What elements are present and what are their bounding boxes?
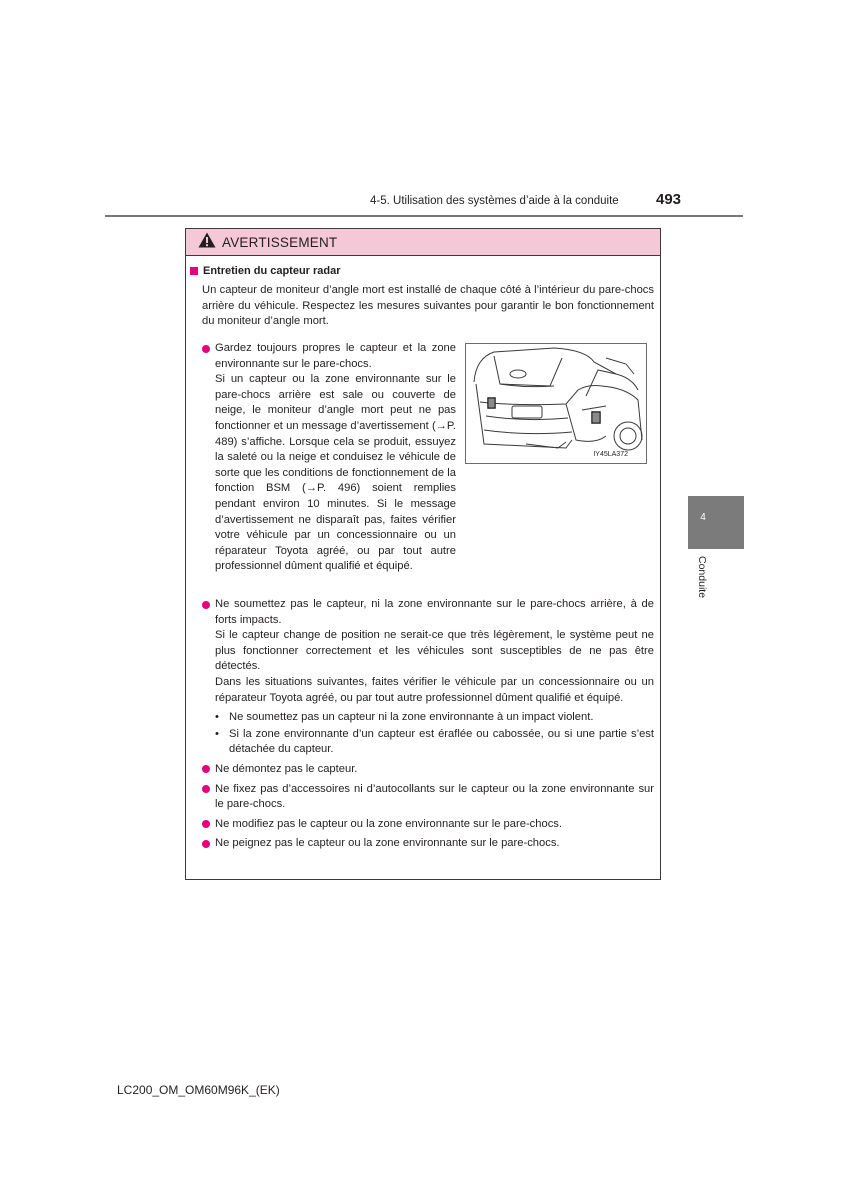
chapter-tab [688,496,744,549]
bullet-list-rest [202,597,654,856]
sub-list-item: • Si la zone environnante d’un capteur est éraflée ou cabossée, ou si une partie s’est détachée du capteur. [215,727,654,756]
bullet-keep-clean [202,341,456,579]
bullet-dot-icon [202,345,210,353]
bullet-dot-icon [202,785,210,793]
square-bullet-icon [190,267,198,275]
bullet-dot-icon [202,765,210,773]
warning-box [185,228,661,880]
bullet-dot-icon [202,840,210,848]
section-heading [190,265,341,277]
small-bullet-icon: • [215,727,219,740]
warning-header [186,229,660,256]
bullet-body: Si le capteur change de position ne serait-ce que très légèrement, le système peut ne plus fonctionner correctement et les véhicules sont susceptibles de ne pas être détectés. [215,629,654,673]
bullet-lead: Gardez toujours propres le capteur et la zone environnante sur le pare-chocs. [215,342,456,370]
list-item: Ne fixez pas d’accessoires ni d’autocollants sur le capteur ou la zone environnante sur le pare-chocs. [202,782,654,813]
list-item: Ne modifiez pas le capteur ou la zone environnante sur le pare-chocs. [202,817,654,833]
document-code: LC200_OM_OM60M96K_(EK) [117,1083,280,1097]
list-item: Ne peignez pas le capteur ou la zone environnante sur le pare-chocs. [202,836,654,852]
warning-triangle-icon [198,232,216,253]
list-item: Ne démontez pas le capteur. [202,762,654,778]
bullet-dot-icon [202,601,210,609]
sub-list-item: • Ne soumettez pas un capteur ni la zone environnante à un impact violent. [202,710,654,726]
intro-paragraph: Un capteur de moniteur d’angle mort est installé de chaque côté à l’intérieur du pare-chocs arrière du véhicule. Respectez les mesures suivantes pour garantir le bon fonctionnement du moniteur d’angle mort. [202,284,654,328]
section-heading-text: Entretien du capteur radar [203,265,341,277]
header-section-title: 4-5. Utilisation des systèmes d’aide à la conduite [370,195,619,207]
chapter-tab-label: Conduite [696,556,708,599]
list-item [202,597,654,706]
vehicle-rear-icon [466,344,646,463]
bullet-body: Dans les situations suivantes, faites vérifier le véhicule par un concessionnaire ou un réparateur Toyota agréé, ou par tout autre professionnel dûment qualifié et équipé. [215,675,654,704]
header-rule [105,215,743,217]
page-number: 493 [656,191,682,208]
small-bullet-icon: • [215,711,219,724]
chapter-tab-number: 4 [700,512,706,523]
warning-title: AVERTISSEMENT [222,234,338,250]
list-item [202,341,456,575]
sensor-location-illustration [465,343,647,464]
figure-label: IY45LA372 [593,451,628,458]
bullet-lead: Ne soumettez pas le capteur, ni la zone environnante sur le pare-chocs arrière, à de forts impacts. [215,598,654,626]
bullet-body: Si un capteur ou la zone environnante sur le pare-chocs arrière est sale ou couverte de neige, le moniteur d’angle mort peut ne pas fonctionner et un message d’avertissement (→P. 489) s’affiche. Lorsque cela se produit, essuyez la saleté ou la neige et conduisez le véhicule de sorte que les conditions de fonctionnement de la fonction BSM (→P. 496) soient remplies pendant environ 10 minutes. Si le message d’avertissement ne disparaît pas, faites vérifier votre véhicule par un concessionnaire ou un réparateur Toyota agréé, ou par tout autre professionnel dûment qualifié et équipé. [215,373,456,573]
bullet-dot-icon [202,820,210,828]
